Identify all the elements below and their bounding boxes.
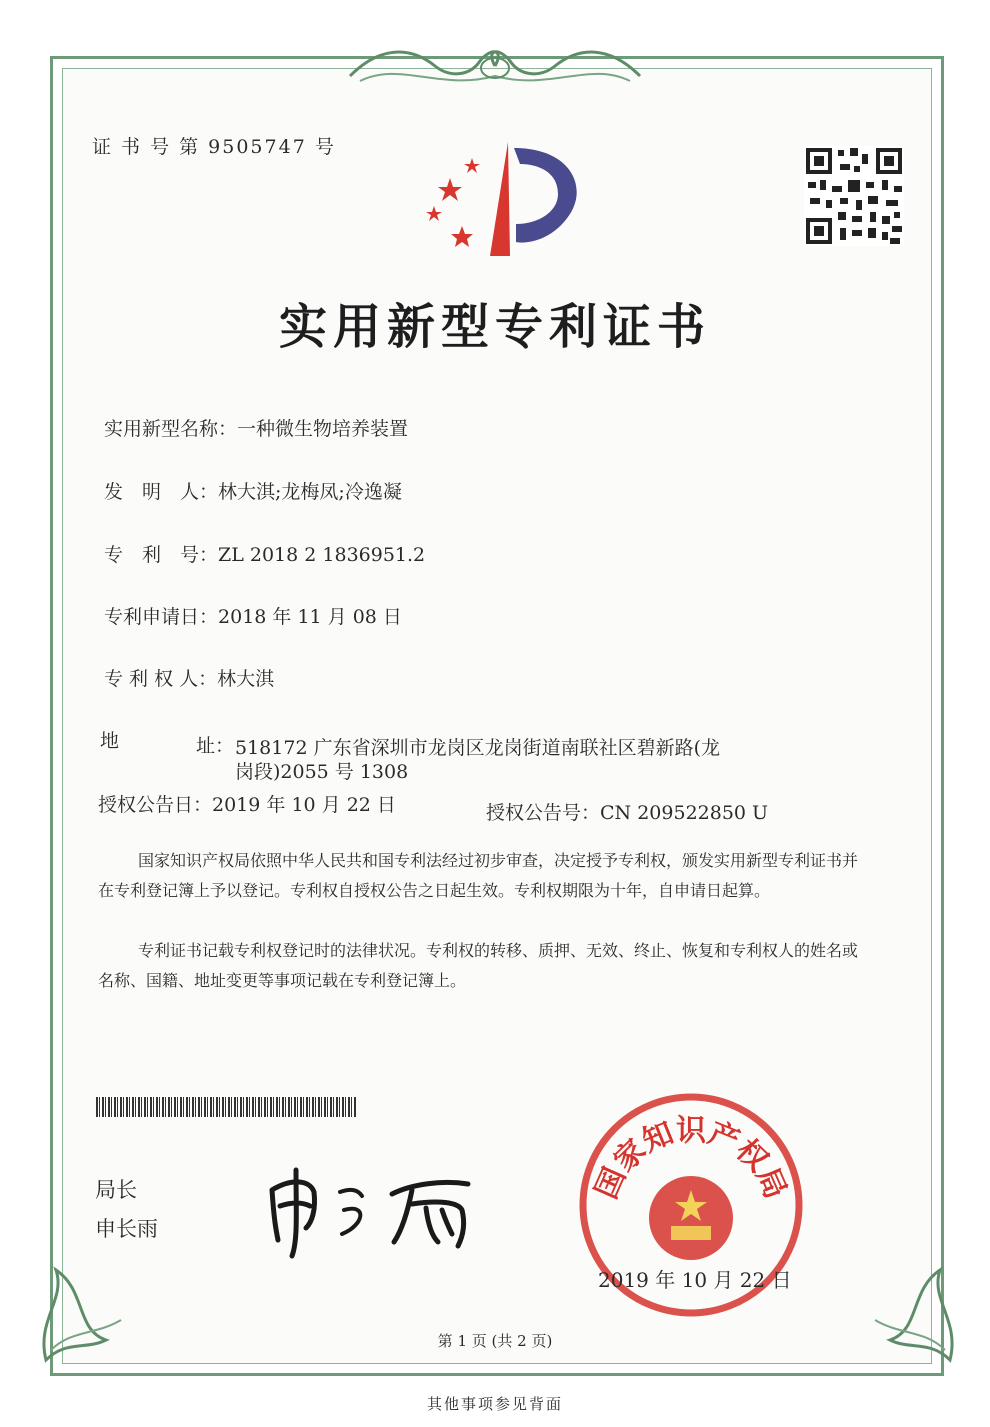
field-label: 授权公告号： xyxy=(486,802,601,824)
field-application-date xyxy=(104,602,402,629)
qr-code-icon xyxy=(804,146,904,246)
field-patentee xyxy=(104,664,274,691)
field-value: ZL 2018 2 1836951.2 xyxy=(218,544,426,566)
field-value: 一种微生物培养装置 xyxy=(237,418,409,440)
field-value: CN 209522850 U xyxy=(600,802,769,824)
top-ornament xyxy=(340,36,650,96)
field-address-line-2: 岗段)2055 号 1308 xyxy=(235,761,409,783)
certificate-title: 实用新型专利证书 xyxy=(278,299,711,355)
field-label: 发 明 人： xyxy=(104,481,219,503)
seal-text: 国家知识产权局 xyxy=(588,1113,794,1205)
field-label: 专 利 权 人： xyxy=(104,668,218,690)
field-grant-date xyxy=(98,790,396,817)
statement-paragraph-2: 专利证书记载专利权登记时的法律状况。专利权的转移、质押、无效、终止、恢复和专利权人的姓名或名称、国籍、地址变更等事项记载在专利登记簿上。 xyxy=(98,941,859,990)
field-address-label-2: 址： xyxy=(196,735,235,757)
field-inventor xyxy=(104,477,402,504)
page-number: 第 1 页 (共 2 页) xyxy=(437,1332,553,1350)
seal-date: 2019 年 10 月 22 日 xyxy=(598,1268,792,1292)
field-grant-number xyxy=(486,798,768,825)
field-utility-model-name xyxy=(104,414,408,441)
field-value: 林大淇;龙梅凤;冷逸凝 xyxy=(218,481,402,503)
statement-paragraph-1: 国家知识产权局依照中华人民共和国专利法经过初步审查，决定授予专利权，颁发实用新型专利证书并在专利登记簿上予以登记。专利权自授权公告之日起生效。专利权期限为十年，自申请日起算。 xyxy=(98,851,859,900)
certificate-number: 证 书 号 第 9505747 号 xyxy=(92,136,336,158)
field-label: 专 利 号： xyxy=(104,544,219,566)
field-label: 专利申请日： xyxy=(104,606,219,628)
field-address-label: 地 xyxy=(100,730,120,752)
footer-note: 其他事项参见背面 xyxy=(426,1395,563,1413)
handwritten-signature xyxy=(262,1150,492,1260)
field-value: 2019 年 10 月 22 日 xyxy=(212,794,396,816)
signatory-name: 申长雨 xyxy=(95,1217,158,1241)
field-value: 林大淇 xyxy=(217,668,275,690)
field-address-line-1: 518172 广东省深圳市龙岗区龙岗街道南联社区碧新路(龙 xyxy=(235,737,720,759)
barcode xyxy=(96,1097,356,1117)
signatory-title: 局长 xyxy=(95,1178,137,1202)
field-value: 2018 年 11 月 08 日 xyxy=(218,606,402,628)
field-label: 实用新型名称： xyxy=(104,418,238,440)
field-label: 授权公告日： xyxy=(98,794,213,816)
field-patent-number xyxy=(104,540,425,567)
cnipa-logo-icon xyxy=(420,138,580,260)
